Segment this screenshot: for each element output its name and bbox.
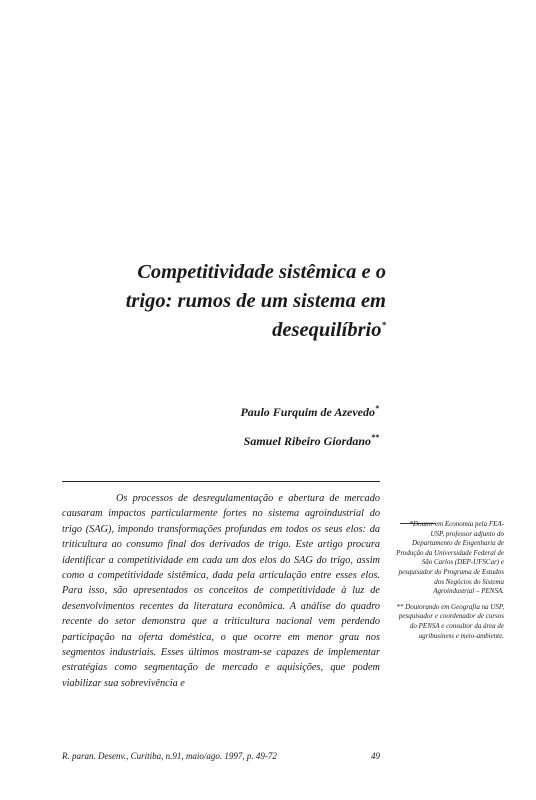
author-2: [244, 434, 379, 449]
article-title-text: Competitividade sistêmica e o trigo: rumos de um sistema em desequilíbrio: [125, 261, 386, 341]
article-title: [100, 258, 386, 345]
page-footer: [62, 751, 380, 761]
notes-rule: [400, 523, 436, 524]
author-1-name: Paulo Furquim de Azevedo: [240, 405, 375, 419]
author-2-footnote-marker: **: [371, 433, 379, 442]
page-number: 49: [371, 751, 380, 761]
author-note-1: *Doutor em Economia pela FEA-USP, professor adjunto do Departamento de Engenharia de Produção da Universidade Federal de São Carlos (DEP-UFSCar) e pesquisador do Programa de Estudos dos Negócios do Sistema Agroindustrial – PENSA.: [396, 520, 504, 596]
abstract: Os processos de desregulamentação e abertura de mercado causaram impactos particularmente fortes no sistema agroindustrial do trigo (SAG), impondo transformações profundas em todos os seus elos: da triticultura ao consumo final dos derivados de trigo. Este artigo procura identificar a competitividade em cada um dos elos do SAG do trigo, assim como a competitividade sistêmica, dada pela articulação entre esses elos. Para isso, são apresentados os conceitos de competitividade à luz de desenvolvimentos recentes da literatura econômica. A análise do quadro recente do setor demonstra que a triticultura nacional vem perdendo participação na oferta doméstica, o que ocorre em menor grau nos segmentos industriais. Esses últimos mostram-se capazes de implementar estratégias como segmentação de mercado e aquisições, que podem viabilizar sua sobrevivência e: [62, 493, 380, 689]
journal-citation: R. paran. Desenv., Curitiba, n.91, maio/ago. 1997, p. 49-72: [62, 751, 277, 761]
author-2-name: Samuel Ribeiro Giordano: [243, 434, 371, 448]
header-divider: [62, 481, 380, 482]
author-1: [240, 405, 379, 420]
author-1-footnote-marker: *: [375, 404, 379, 413]
author-notes: [396, 520, 504, 641]
title-footnote-marker: *: [381, 320, 386, 331]
author-note-2: ** Doutorando em Geografia na USP, pesquisador e coordenador de cursos do PENSA e consultor da área de agribusiness e meio-ambiente.: [396, 602, 504, 640]
